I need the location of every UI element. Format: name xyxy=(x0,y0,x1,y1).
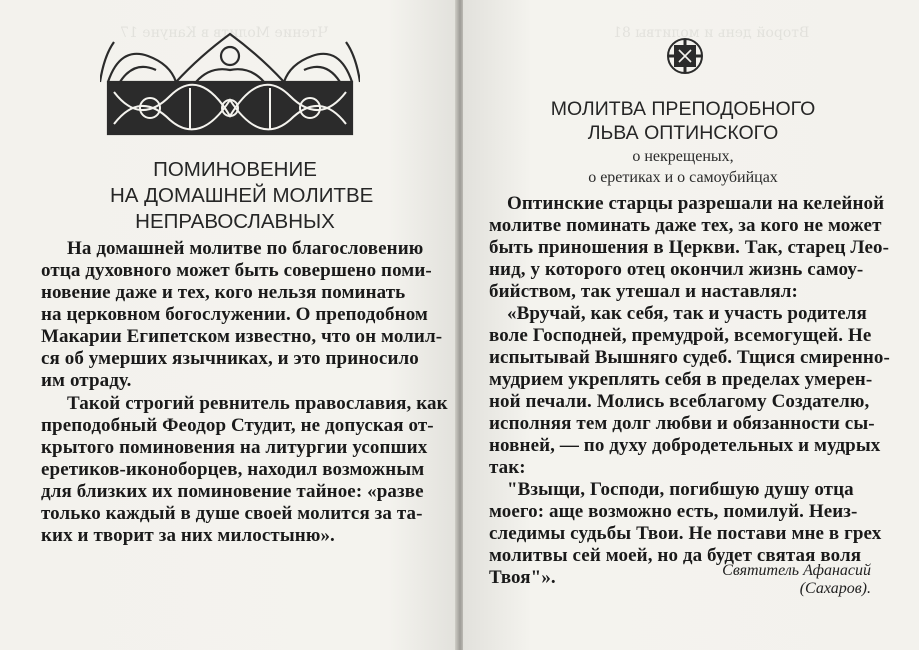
text-line: бийством, так утешал и наставлял: xyxy=(489,281,798,302)
signature-line: (Сахаров). xyxy=(799,580,871,597)
text-line: испытывай Вышняго судеб. Тщися смиренно- xyxy=(489,347,890,368)
right-page xyxy=(463,0,919,650)
text-line: отца духовного может быть совершено поми- xyxy=(41,260,432,281)
text-line: молитве поминать даже тех, за кого не может xyxy=(489,215,882,236)
text-line: ся об умерших язычниках, и это приносило xyxy=(41,348,419,369)
text-line: новней, — по духу добродетельных и мудрых xyxy=(489,435,881,456)
left-title-line: НЕПРАВОСЛАВНЫХ xyxy=(135,210,335,233)
text-line: следимы судьбы Твои. Не постави мне в грех xyxy=(489,523,882,544)
text-line: так: xyxy=(489,457,526,478)
text-line: быть приношения в Церкви. Так, старец Лео- xyxy=(489,237,890,258)
text-line: мудрием укреплять себя в пределах умерен- xyxy=(489,369,873,390)
text-line: нид, у которого отец окончил жизнь самоу- xyxy=(489,259,864,280)
signature-line: Святитель Афанасий xyxy=(722,562,871,579)
right-title xyxy=(533,97,833,145)
text-line: молитвы сей моей, но да будет святая воля xyxy=(489,545,862,566)
left-page xyxy=(0,0,457,650)
cross-medallion-icon xyxy=(665,36,705,76)
right-running-head-showthrough: Второй день и молитвы 81 xyxy=(613,25,810,41)
text-line: ких и творит за них милостыню». xyxy=(41,525,335,546)
text-line: преподобный Феодор Студит, не допуская от- xyxy=(41,415,434,436)
left-title xyxy=(110,157,374,235)
text-line: Такой строгий ревнитель православия, как xyxy=(67,393,448,414)
text-line: Твоя"». xyxy=(489,567,556,588)
text-line: Макарии Египетском известно, что он молил- xyxy=(41,326,443,347)
text-line: «Вручай, как себя, так и участь родителя xyxy=(507,303,867,324)
text-line: новение даже и тех, кого нельзя поминать xyxy=(41,282,406,303)
text-line: Оптинские старцы разрешали на келейной xyxy=(507,193,885,214)
text-line: на церковном богослужении. О преподобном xyxy=(41,304,428,325)
right-title-line: МОЛИТВА ПРЕПОДОБНОГО xyxy=(550,98,816,120)
text-line: "Взыщи, Господи, погибшую душу отца xyxy=(507,479,854,500)
right-subtitle-line: о некрещеных, xyxy=(632,148,734,165)
right-subtitle xyxy=(533,146,833,188)
signature xyxy=(722,562,871,598)
left-running-head-showthrough: Чтение Молитв в Кануне 17 xyxy=(120,25,329,41)
text-line: моего: аще возможно есть, помилуй. Неиз- xyxy=(489,501,858,522)
text-line: исполняя тем долг любви и обязанности сы- xyxy=(489,413,875,434)
text-line: ной печали. Молись всеблагому Создателю, xyxy=(489,391,870,412)
left-title-line: ПОМИНОВЕНИЕ xyxy=(153,158,317,181)
knotwork-headpiece-icon xyxy=(100,26,360,138)
text-line: На домашней молитве по благословению xyxy=(67,238,424,259)
text-line: только каждый в душе своей молится за та- xyxy=(41,503,423,524)
text-line: воле Господней, премудрой, всемогущей. Не xyxy=(489,325,872,346)
text-line: для близких их поминовение тайное: «разве xyxy=(41,481,424,502)
right-title-line: ЛЬВА ОПТИНСКОГО xyxy=(587,122,779,144)
right-subtitle-line: о еретиках и о самоубийцах xyxy=(588,169,778,186)
text-line: еретиков-иконоборцев, находил возможным xyxy=(41,459,425,480)
text-line: крытого поминовения на литургии усопших xyxy=(41,437,428,458)
text-line: им отраду. xyxy=(41,370,132,391)
left-title-line: НА ДОМАШНЕЙ МОЛИТВЕ xyxy=(110,184,374,207)
